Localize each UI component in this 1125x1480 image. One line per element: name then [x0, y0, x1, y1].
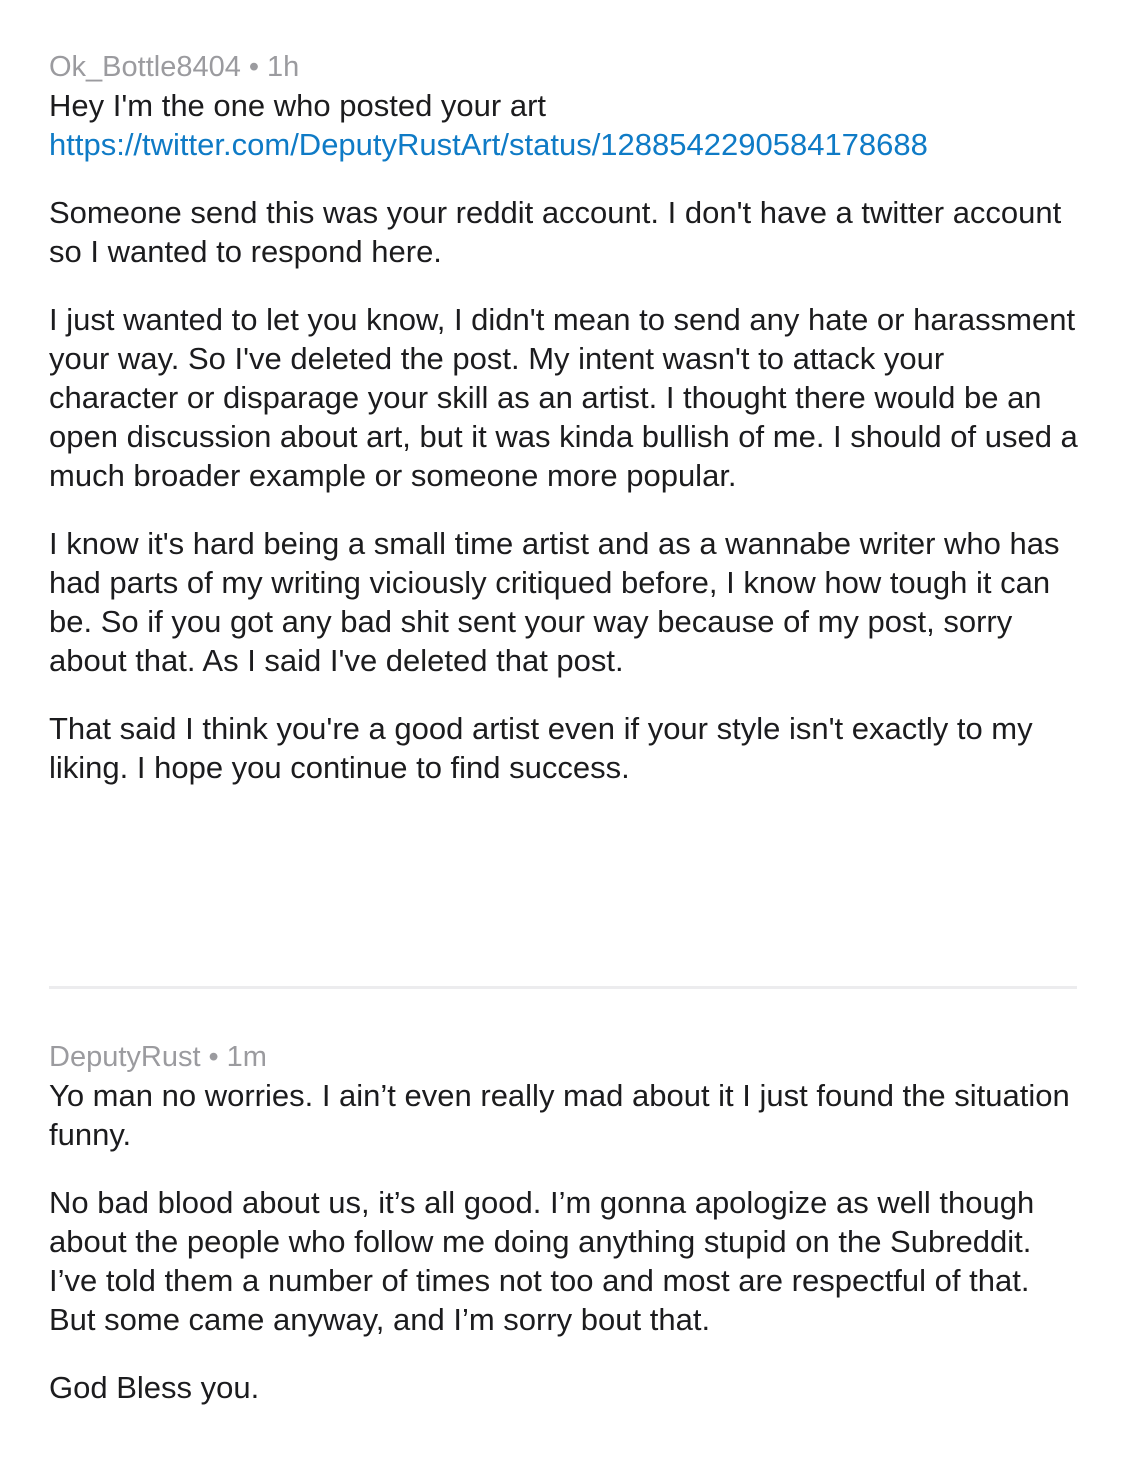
- comment-timestamp: 1h: [267, 51, 300, 83]
- comment-divider: [49, 986, 1077, 989]
- comment-paragraph: Yo man no worries. I ain’t even really mad about it I just found the situation funny.: [49, 1078, 1070, 1152]
- comment-meta: [49, 1038, 1079, 1076]
- comment-paragraph: No bad blood about us, it’s all good. I’m gonna apologize as well though about the people who follow me doing anything stupid on the Subreddit. I’ve told them a number of times not too and most are respectful of that. But some came anyway, and I’m sorry bout that.: [49, 1185, 1035, 1337]
- comment-body: [49, 1076, 1079, 1407]
- comment-intro-text: Hey I'm the one who posted your art: [49, 88, 547, 123]
- comment-paragraph: God Bless you.: [49, 1370, 260, 1405]
- comment-paragraph: I just wanted to let you know, I didn't mean to send any hate or harassment your way. So I've deleted the post. My intent wasn't to attack your character or disparage your skill as an artist. I thought there would be an open discussion about art, but it was kinda bullish of me. I should of used a much broader example or someone more popular.: [49, 302, 1078, 493]
- twitter-status-link[interactable]: https://twitter.com/DeputyRustArt/status/1288542290584178688: [49, 127, 928, 162]
- comment-deputy-rust: [49, 1038, 1079, 1407]
- comment-meta: [49, 48, 1079, 86]
- comment-ok-bottle: [49, 48, 1079, 787]
- meta-separator: •: [208, 1041, 219, 1073]
- meta-separator: •: [248, 51, 260, 83]
- comment-paragraph: Someone send this was your reddit account. I don't have a twitter account so I wanted to respond here.: [49, 195, 1062, 269]
- comment-username[interactable]: DeputyRust: [49, 1041, 201, 1073]
- comment-timestamp: 1m: [226, 1041, 267, 1073]
- comment-body: [49, 86, 1079, 787]
- comment-paragraph: That said I think you're a good artist even if your style isn't exactly to my liking. I hope you continue to find success.: [49, 711, 1033, 785]
- comment-username[interactable]: Ok_Bottle8404: [49, 51, 241, 83]
- comment-paragraph: I know it's hard being a small time artist and as a wannabe writer who has had parts of my writing viciously critiqued before, I know how tough it can be. So if you got any bad shit sent your way because of my post, sorry about that. As I said I've deleted that post.: [49, 526, 1060, 678]
- comment-paragraph: [49, 86, 1079, 164]
